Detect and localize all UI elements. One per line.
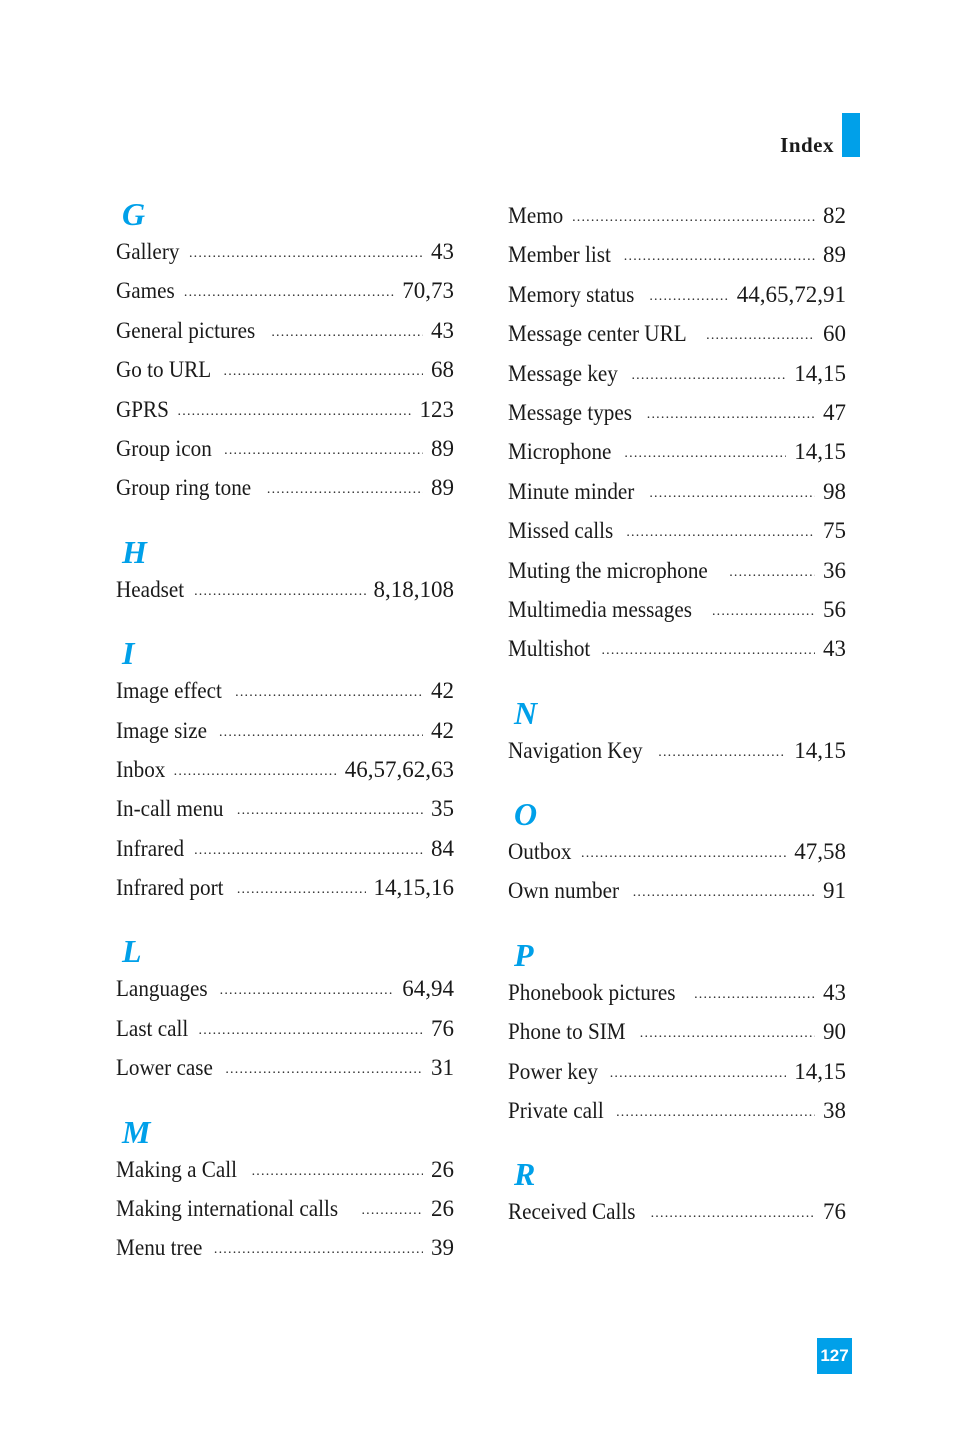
index-entry — [116, 570, 454, 609]
entry-pages: 60 — [823, 321, 846, 347]
section-letter: M — [122, 1113, 151, 1150]
index-entry — [508, 551, 846, 590]
entry-pages: 26 — [431, 1196, 454, 1222]
entry-pages: 43 — [431, 239, 454, 264]
entry-pages: 14,15 — [794, 439, 846, 465]
entry-pages: 36 — [823, 557, 846, 583]
dot-leader — [174, 752, 337, 791]
entry-pages: 42 — [431, 717, 454, 743]
entry-pages: 76 — [431, 1015, 454, 1041]
entry-pages: 89 — [823, 242, 846, 268]
entry-pages: 39 — [431, 1235, 454, 1261]
index-entry — [508, 731, 846, 770]
entry-term: Lower case — [116, 1055, 213, 1081]
entry-term: Navigation Key — [508, 737, 643, 763]
section-gap — [116, 1088, 454, 1114]
entry-term: Private call — [508, 1098, 604, 1124]
section-letter: P — [514, 936, 534, 973]
section-letter: N — [514, 694, 538, 731]
entry-pages: 14,15 — [794, 1058, 846, 1084]
entry-pages: 98 — [823, 478, 846, 504]
entry-term: Member list — [508, 242, 611, 268]
index-entry — [116, 789, 454, 828]
index-entry — [116, 1228, 454, 1267]
index-entry — [508, 432, 846, 471]
entry-pages: 14,15 — [794, 360, 846, 386]
index-entry — [116, 1009, 454, 1048]
index-section — [508, 796, 846, 911]
index-section — [116, 635, 454, 907]
entry-pages: 42 — [431, 678, 454, 704]
entry-pages: 47 — [823, 399, 846, 425]
index-entry — [508, 590, 846, 629]
index-entry — [508, 973, 846, 1012]
section-gap — [508, 911, 846, 937]
index-entry — [508, 1012, 846, 1051]
index-entry — [508, 1052, 846, 1091]
page-number: 127 — [817, 1338, 852, 1374]
entry-term: Making international calls — [116, 1196, 339, 1222]
section-letter: I — [122, 635, 135, 672]
entry-term: Infrared — [116, 835, 185, 861]
index-column-right — [508, 196, 846, 1232]
entry-term: Memo — [508, 203, 564, 228]
entry-term: Gallery — [116, 239, 180, 264]
entry-term: GPRS — [116, 396, 169, 422]
dot-leader — [184, 273, 394, 312]
index-entry — [508, 472, 846, 511]
header-accent-bar — [842, 113, 860, 157]
entry-term: Received Calls — [508, 1199, 636, 1225]
entry-term: Memory status — [508, 281, 635, 307]
index-section — [116, 196, 454, 508]
dot-leader — [601, 631, 815, 670]
dot-leader — [631, 356, 786, 395]
dot-leader — [706, 316, 815, 355]
entry-pages: 123 — [419, 396, 454, 422]
entry-term: Message center URL — [508, 321, 687, 347]
index-entry — [508, 1091, 846, 1130]
entry-term: Outbox — [508, 839, 572, 865]
entry-term: Games — [116, 278, 175, 304]
entry-term: Message key — [508, 360, 618, 386]
entry-term: Own number — [508, 878, 620, 904]
entry-term: Inbox — [116, 756, 166, 782]
index-entry — [508, 314, 846, 353]
entry-term: Message types — [508, 399, 632, 425]
index-section — [508, 695, 846, 770]
entry-pages: 26 — [431, 1156, 454, 1182]
index-entry — [116, 829, 454, 868]
header-title: Index — [780, 133, 834, 157]
entry-term: Minute minder — [508, 478, 635, 504]
index-section — [508, 937, 846, 1131]
dot-leader — [189, 234, 423, 273]
entry-term: Image size — [116, 717, 208, 743]
index-entry — [508, 196, 846, 235]
index-column-left — [116, 196, 454, 1268]
index-entry — [116, 232, 454, 271]
entry-pages: 56 — [823, 596, 846, 622]
dot-leader — [658, 733, 786, 772]
section-gap — [116, 609, 454, 635]
entry-term: Menu tree — [116, 1235, 203, 1261]
dot-leader — [224, 431, 423, 470]
index-entry — [508, 354, 846, 393]
index-entry — [508, 1192, 846, 1231]
entry-pages: 90 — [823, 1019, 846, 1045]
index-entry — [116, 390, 454, 429]
dot-leader — [624, 237, 815, 276]
dot-leader — [649, 474, 815, 513]
dot-leader — [651, 1194, 815, 1233]
entry-term: Image effect — [116, 678, 222, 704]
dot-leader — [199, 1011, 423, 1050]
dot-leader — [237, 870, 366, 909]
entry-term: Languages — [116, 976, 208, 1002]
entry-term: Multishot — [508, 636, 591, 662]
index-entry — [116, 468, 454, 507]
dot-leader — [624, 434, 786, 473]
section-letter: O — [514, 796, 538, 833]
dot-leader — [194, 572, 365, 611]
index-entry — [116, 311, 454, 350]
index-section — [508, 1156, 846, 1231]
dot-leader — [219, 713, 423, 752]
dot-leader — [729, 553, 815, 592]
entry-term: Microphone — [508, 439, 612, 465]
dot-leader — [694, 975, 815, 1014]
entry-term: Muting the microphone — [508, 557, 708, 583]
index-entry — [116, 1189, 454, 1228]
section-gap — [116, 907, 454, 933]
index-entry — [508, 275, 846, 314]
entry-term: Go to URL — [116, 357, 212, 383]
index-entry — [116, 868, 454, 907]
entry-pages: 43 — [823, 636, 846, 662]
entry-pages: 31 — [431, 1055, 454, 1081]
dot-leader — [235, 673, 423, 712]
index-entry — [508, 871, 846, 910]
entry-pages: 46,57,62,63 — [344, 756, 454, 782]
entry-term: Power key — [508, 1058, 598, 1084]
index-section — [116, 534, 454, 609]
index-section — [116, 933, 454, 1087]
entry-pages: 47,58 — [794, 839, 846, 865]
section-gap — [508, 770, 846, 796]
entry-pages: 68 — [431, 357, 454, 383]
entry-pages: 91 — [823, 878, 846, 904]
entry-pages: 64,94 — [402, 976, 454, 1002]
entry-term: Missed calls — [508, 518, 614, 544]
index-entry — [508, 393, 846, 432]
entry-pages: 38 — [823, 1098, 846, 1124]
section-letter: R — [514, 1156, 536, 1193]
index-entry — [508, 629, 846, 668]
dot-leader — [581, 834, 786, 873]
index-entry — [508, 235, 846, 274]
entry-pages: 75 — [823, 518, 846, 544]
dot-leader — [712, 592, 815, 631]
entry-term: Infrared port — [116, 875, 224, 901]
entry-pages: 89 — [431, 475, 454, 501]
index-entry — [116, 429, 454, 468]
section-letter: L — [122, 933, 142, 970]
entry-term: Making a Call — [116, 1156, 238, 1182]
index-section — [508, 196, 846, 669]
entry-pages: 14,15,16 — [373, 875, 454, 901]
index-entry — [116, 271, 454, 310]
entry-pages: 43 — [823, 979, 846, 1005]
index-section — [116, 1114, 454, 1268]
index-entry — [116, 969, 454, 1008]
dot-leader — [220, 971, 395, 1010]
dot-leader — [640, 1014, 815, 1053]
entry-pages: 14,15 — [794, 737, 846, 763]
dot-leader — [361, 1191, 423, 1230]
dot-leader — [616, 1093, 815, 1132]
dot-leader — [214, 1230, 423, 1269]
entry-term: General pictures — [116, 317, 256, 343]
section-letter: H — [122, 533, 147, 570]
entry-pages: 43 — [431, 317, 454, 343]
entry-term: In-call menu — [116, 796, 224, 822]
dot-leader — [194, 831, 423, 870]
index-entry — [116, 750, 454, 789]
dot-leader — [610, 1054, 787, 1093]
dot-leader — [225, 1050, 423, 1089]
dot-leader — [626, 513, 815, 552]
entry-term: Group ring tone — [116, 475, 252, 501]
index-entry — [116, 1048, 454, 1087]
dot-leader — [271, 313, 423, 352]
entry-pages: 89 — [431, 435, 454, 461]
entry-term: Group icon — [116, 435, 212, 461]
dot-leader — [267, 470, 423, 509]
dot-leader — [647, 395, 815, 434]
dot-leader — [178, 392, 412, 431]
entry-pages: 35 — [431, 796, 454, 822]
entry-pages: 44,65,72,91 — [736, 281, 846, 307]
section-gap — [508, 669, 846, 695]
index-entry — [116, 711, 454, 750]
entry-term: Headset — [116, 576, 185, 602]
entry-term: Multimedia messages — [508, 596, 692, 622]
entry-pages: 8,18,108 — [373, 576, 454, 602]
index-entry — [508, 832, 846, 871]
entry-term: Last call — [116, 1015, 189, 1041]
dot-leader — [237, 791, 423, 830]
index-entry — [508, 511, 846, 550]
entry-term: Phone to SIM — [508, 1019, 626, 1045]
dot-leader — [649, 277, 728, 316]
entry-pages: 70,73 — [402, 278, 454, 304]
dot-leader — [252, 1152, 423, 1191]
index-entry — [116, 1150, 454, 1189]
dot-leader — [572, 198, 815, 237]
entry-pages: 84 — [431, 835, 454, 861]
section-gap — [508, 1130, 846, 1156]
entry-pages: 82 — [823, 203, 846, 228]
dot-leader — [633, 873, 815, 912]
entry-pages: 76 — [823, 1199, 846, 1225]
section-gap — [116, 508, 454, 534]
entry-term: Phonebook pictures — [508, 979, 676, 1005]
index-entry — [116, 350, 454, 389]
dot-leader — [224, 352, 424, 391]
index-entry — [116, 671, 454, 710]
section-letter: G — [122, 196, 146, 232]
